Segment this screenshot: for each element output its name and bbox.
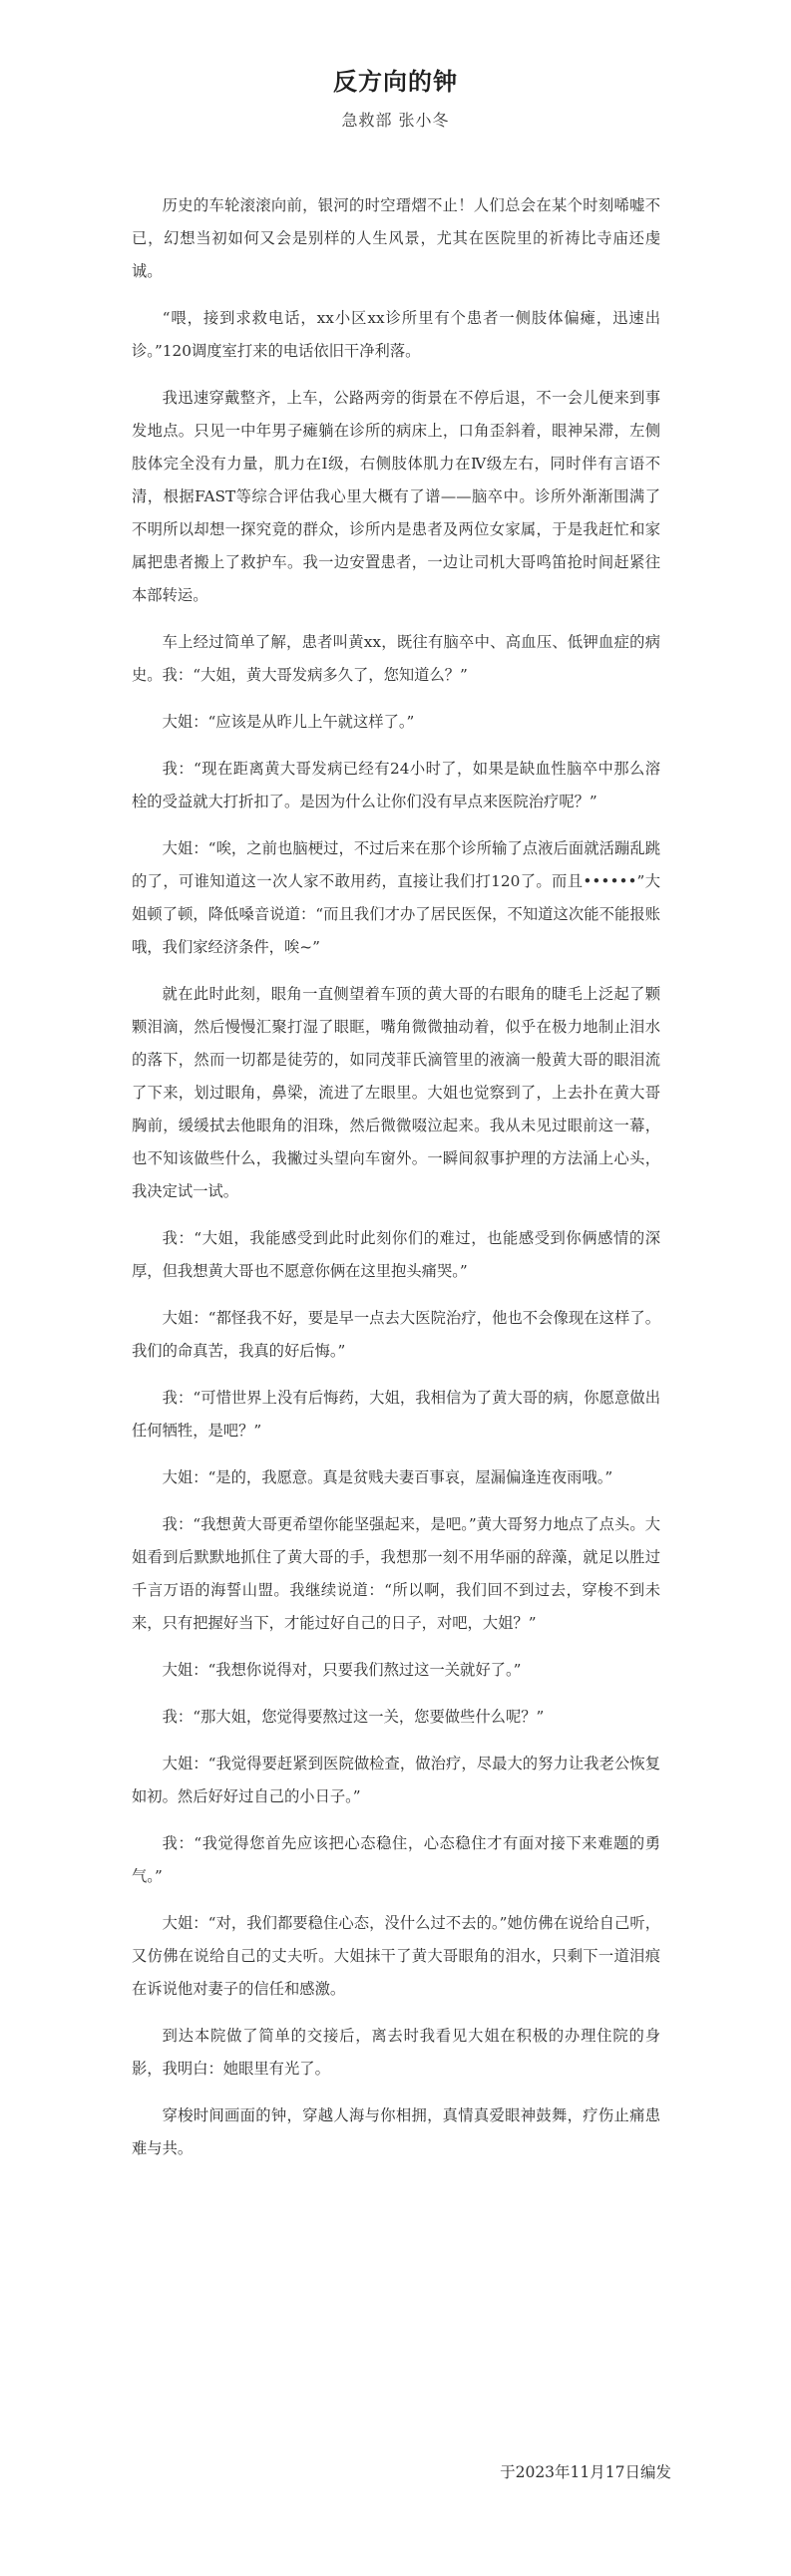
paragraph: 我：“我想黄大哥更希望你能坚强起来，是吧。”黄大哥努力地点了点头。大姐看到后默默地抓住了黄大哥的手，我想那一刻不用华丽的辞藻，就足以胜过千言万语的海誓山盟。我继续说道：“所以啊，我们回不到过去，穿梭不到未来，只有把握好当下，才能过好自己的日子，对吧，大姐？” [132,1515,660,1632]
paragraph: 车上经过简单了解，患者叫黄xx，既往有脑卒中、高血压、低钾血症的病史。我：“大姐，黄大哥发病多久了，您知道么？” [132,633,660,684]
author-byline: 急救部 张小冬 [341,111,450,130]
paragraph: 大姐：“我想你说得对，只要我们熬过这一关就好了。” [162,1661,522,1679]
paragraph: 我迅速穿戴整齐，上车，公路两旁的街景在不停后退，不一会儿便来到事发地点。只见一中年男子瘫躺在诊所的病床上，口角歪斜着，眼神呆滞，左侧肢体完全没有力量，肌力在Ⅰ级，右侧肢体肌力在Ⅳ级左右，同时伴有言语不清，根据FAST等综合评估我心里大概有了谱——脑卒中。诊所外渐渐围满了不明所以却想一探究竟的群众，诊所内是患者及两位女家属，于是我赶忙和家属把患者搬上了救护车。我一边安置患者，一边让司机大哥鸣笛抢时间赶紧往本部转运。 [132,389,660,604]
paragraph: 历史的车轮滚滚向前，银河的时空瑨熠不止！人们总会在某个时刻唏嘘不已，幻想当初如何又会是别样的人生风景，尤其在医院里的祈祷比寺庙还虔诚。 [132,196,660,280]
paragraph: 我：“我觉得您首先应该把心态稳住，心态稳住才有面对接下来难题的勇气。” [132,1834,660,1885]
article-title: 反方向的钟 [333,67,458,96]
paragraph: 我：“可惜世界上没有后悔药，大姐，我相信为了黄大哥的病，你愿意做出任何牺牲，是吧？” [132,1389,660,1440]
paragraph: 大姐：“对，我们都要稳住心态，没什么过不去的。”她仿佛在说给自己听，又仿佛在说给自己的丈夫听。大姐抹干了黄大哥眼角的泪水，只剩下一道泪痕在诉说他对妻子的信任和感激。 [132,1914,660,1998]
paragraph: 我：“大姐，我能感受到此时此刻你们的难过，也能感受到你俩感情的深厚，但我想黄大哥也不愿意你俩在这里抱头痛哭。” [132,1229,660,1280]
paragraph: 大姐：“我觉得要赶紧到医院做检查，做治疗，尽最大的努力让我老公恢复如初。然后好好过自己的小日子。” [132,1755,660,1805]
paragraph: “喂，接到求救电话，xx小区xx诊所里有个患者一侧肢体偏瘫，迅速出诊。”120调度室打来的电话依旧干净利落。 [132,309,660,360]
article-body [132,189,660,2179]
paragraph: 我：“那大姐，您觉得要熬过这一关，您要做些什么呢？” [162,1708,545,1726]
paragraph: 大姐：“都怪我不好，要是早一点去大医院治疗，他也不会像现在这样了。我们的命真苦，我真的好后悔。” [132,1309,660,1360]
paragraph: 穿梭时间画面的钟，穿越人海与你相拥，真情真爱眼神鼓舞，疗伤止痛患难与共。 [132,2106,660,2157]
paragraph: 到达本院做了简单的交接后，离去时我看见大姐在积极的办理住院的身影，我明白：她眼里有光了。 [132,2027,660,2078]
publish-date: 于2023年11月17日编发 [500,2463,671,2481]
paragraph: 我：“现在距离黄大哥发病已经有24小时了，如果是缺血性脑卒中那么溶栓的受益就大打折扣了。是因为什么让你们没有早点来医院治疗呢？” [132,760,660,810]
paragraph: 就在此时此刻，眼角一直侧望着车顶的黄大哥的右眼角的睫毛上泛起了颗颗泪滴，然后慢慢汇聚打湿了眼眶，嘴角微微抽动着，似乎在极力地制止泪水的落下，然而一切都是徒劳的，如同茂菲氏滴管里的液滴一般黄大哥的眼泪流了下来，划过眼角，鼻梁，流进了左眼里。大姐也觉察到了，上去扑在黄大哥胸前，缓缓拭去他眼角的泪珠，然后微微啜泣起来。我从未见过眼前这一幕，也不知该做些什么，我撇过头望向车窗外。一瞬间叙事护理的方法涌上心头，我决定试一试。 [132,985,660,1200]
paragraph: 大姐：“唉，之前也脑梗过，不过后来在那个诊所输了点液后面就活蹦乱跳的了，可谁知道这一次人家不敢用药，直接让我们打120了。而且••••••”大姐顿了顿，降低嗓音说道：“而且我们才办了居民医保，不知道这次能不能报账哦，我们家经济条件，唉~” [132,839,660,956]
paragraph: 大姐：“是的，我愿意。真是贫贱夫妻百事哀，屋漏偏逢连夜雨哦。” [162,1468,613,1486]
paragraph: 大姐：“应该是从昨儿上午就这样了。” [162,713,415,731]
